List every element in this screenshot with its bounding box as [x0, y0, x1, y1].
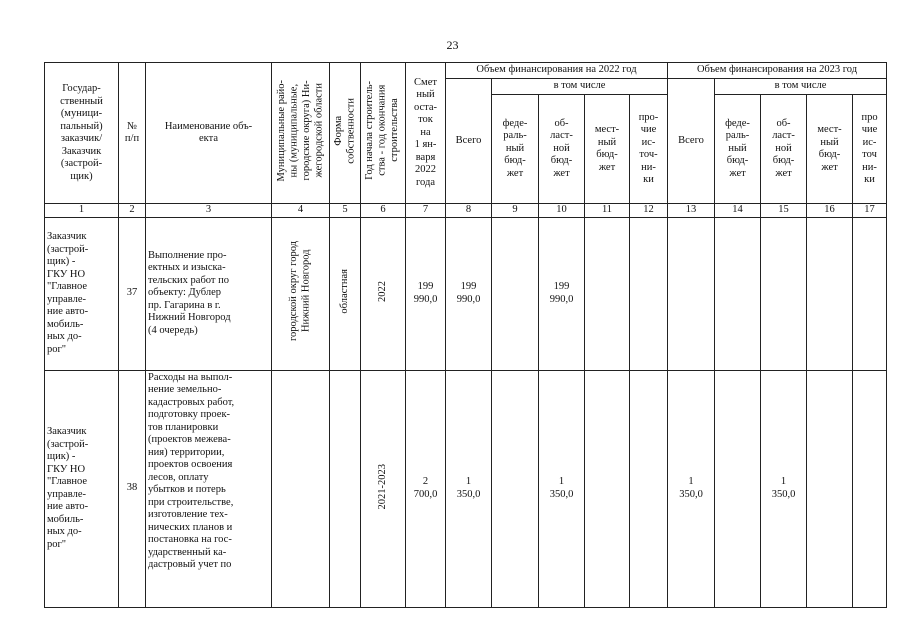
column-number: 13: [668, 204, 715, 218]
regional-2023-cell: 1 350,0: [761, 370, 807, 607]
header-years: [361, 63, 406, 204]
total-2022-cell: 199 990,0: [446, 217, 492, 370]
total-2022-cell: 1 350,0: [446, 370, 492, 607]
table-row: [45, 217, 887, 370]
federal-2023-cell: [715, 370, 761, 607]
local-2022-cell: [585, 217, 630, 370]
header-ownership: [330, 63, 361, 204]
row-number-cell: 38: [119, 370, 146, 607]
object-name-cell: Выполнение про- ектных и изыска- тельских работ по объекту: Дублер пр. Гагарина в г. Нижний Новгород (4 очередь): [146, 217, 272, 370]
total-2023-cell: [668, 217, 715, 370]
table-row: [45, 370, 887, 607]
header-other-2023: про чие ис- точ ни- ки: [853, 95, 887, 204]
other-2023-cell: [853, 370, 887, 607]
header-customer: Государ- ственный (муници- пальный) заказчик/ Заказчик (застрой- щик): [45, 63, 119, 204]
header-including-2022: в том числе: [492, 79, 668, 95]
header-regional-2023: об- ласт- ной бюд- жет: [761, 95, 807, 204]
regional-2022-cell: 1 350,0: [539, 370, 585, 607]
header-total-2022: Всего: [446, 79, 492, 204]
ownership-cell: [330, 370, 361, 607]
years-text: 2021-2023: [376, 463, 388, 509]
column-number: 8: [446, 204, 492, 218]
column-number: 5: [330, 204, 361, 218]
header-federal-2023: феде- раль- ный бюд- жет: [715, 95, 761, 204]
column-number: 15: [761, 204, 807, 218]
years-text: 2022: [376, 280, 388, 302]
header-federal-2022: феде- раль- ный бюд- жет: [492, 95, 539, 204]
column-number: 7: [406, 204, 446, 218]
column-number: 1: [45, 204, 119, 218]
municipality-cell: [272, 370, 330, 607]
federal-2022-cell: [492, 370, 539, 607]
total-2023-cell: 1 350,0: [668, 370, 715, 607]
header-estimate: Смет ный оста- ток на 1 ян- варя 2022 года: [406, 63, 446, 204]
column-number: 14: [715, 204, 761, 218]
header-including-2023: в том числе: [715, 79, 887, 95]
years-cell: [361, 217, 406, 370]
header-local-2023: мест- ный бюд- жет: [807, 95, 853, 204]
local-2023-cell: [807, 217, 853, 370]
column-number: 3: [146, 204, 272, 218]
municipality-cell: [272, 217, 330, 370]
regional-2022-cell: 199 990,0: [539, 217, 585, 370]
regional-2023-cell: [761, 217, 807, 370]
header-other-2022: про- чие ис- точ- ни- ки: [630, 95, 668, 204]
federal-2023-cell: [715, 217, 761, 370]
customer-cell: Заказчик (застрой- щик) - ГКУ НО "Главное управле- ние авто- мобиль- ных до- рог": [45, 217, 119, 370]
header-local-2022: мест- ный бюд- жет: [585, 95, 630, 204]
column-number-row: [45, 204, 887, 218]
page-number: 23: [446, 38, 459, 52]
header-num: № п/п: [119, 63, 146, 204]
header-municipality-text: Муниципальные райо- ны (муниципальные, городские округа) Ни- жегородской области: [275, 80, 324, 182]
header-row-1: [45, 63, 887, 79]
local-2022-cell: [585, 370, 630, 607]
object-name-cell: Расходы на выпол- нение земельно- кадастровых работ, подготовку проек- тов планировки (проектов межева- ния) территории, проектов освоения лесов, оплату убытков и потерь при строительстве, изготовление тех- нических планов и постановка на гос- ударственный ка- дастровый учет по: [146, 370, 272, 607]
column-number: 11: [585, 204, 630, 218]
estimate-cell: 2 700,0: [406, 370, 446, 607]
other-2023-cell: [853, 217, 887, 370]
financing-table: [44, 62, 887, 608]
ownership-text: областная: [338, 268, 350, 314]
local-2023-cell: [807, 370, 853, 607]
header-regional-2022: об- ласт- ной бюд- жет: [539, 95, 585, 204]
estimate-cell: 199 990,0: [406, 217, 446, 370]
customer-cell: Заказчик (застрой- щик) - ГКУ НО "Главное управле- ние авто- мобиль- ных до- рог": [45, 370, 119, 607]
column-number: 10: [539, 204, 585, 218]
other-2022-cell: [630, 217, 668, 370]
ownership-cell: [330, 217, 361, 370]
column-number: 2: [119, 204, 146, 218]
column-number: 12: [630, 204, 668, 218]
header-object-name: Наименование объ- екта: [146, 63, 272, 204]
header-fin-2023: Объем финансирования на 2023 год: [668, 63, 887, 79]
row-number-cell: 37: [119, 217, 146, 370]
header-fin-2022: Объем финансирования на 2022 год: [446, 63, 668, 79]
other-2022-cell: [630, 370, 668, 607]
header-total-2023: Всего: [668, 79, 715, 204]
column-number: 16: [807, 204, 853, 218]
column-number: 4: [272, 204, 330, 218]
municipality-text: городской округ город Нижний Новгород: [288, 241, 312, 342]
column-number: 9: [492, 204, 539, 218]
federal-2022-cell: [492, 217, 539, 370]
header-ownership-text: Форма собственности: [332, 97, 356, 164]
column-number: 6: [361, 204, 406, 218]
header-municipality: [272, 63, 330, 204]
header-years-text: Год начала строитель- ства - год окончания строительства: [364, 81, 401, 181]
years-cell: [361, 370, 406, 607]
column-number: 17: [853, 204, 887, 218]
